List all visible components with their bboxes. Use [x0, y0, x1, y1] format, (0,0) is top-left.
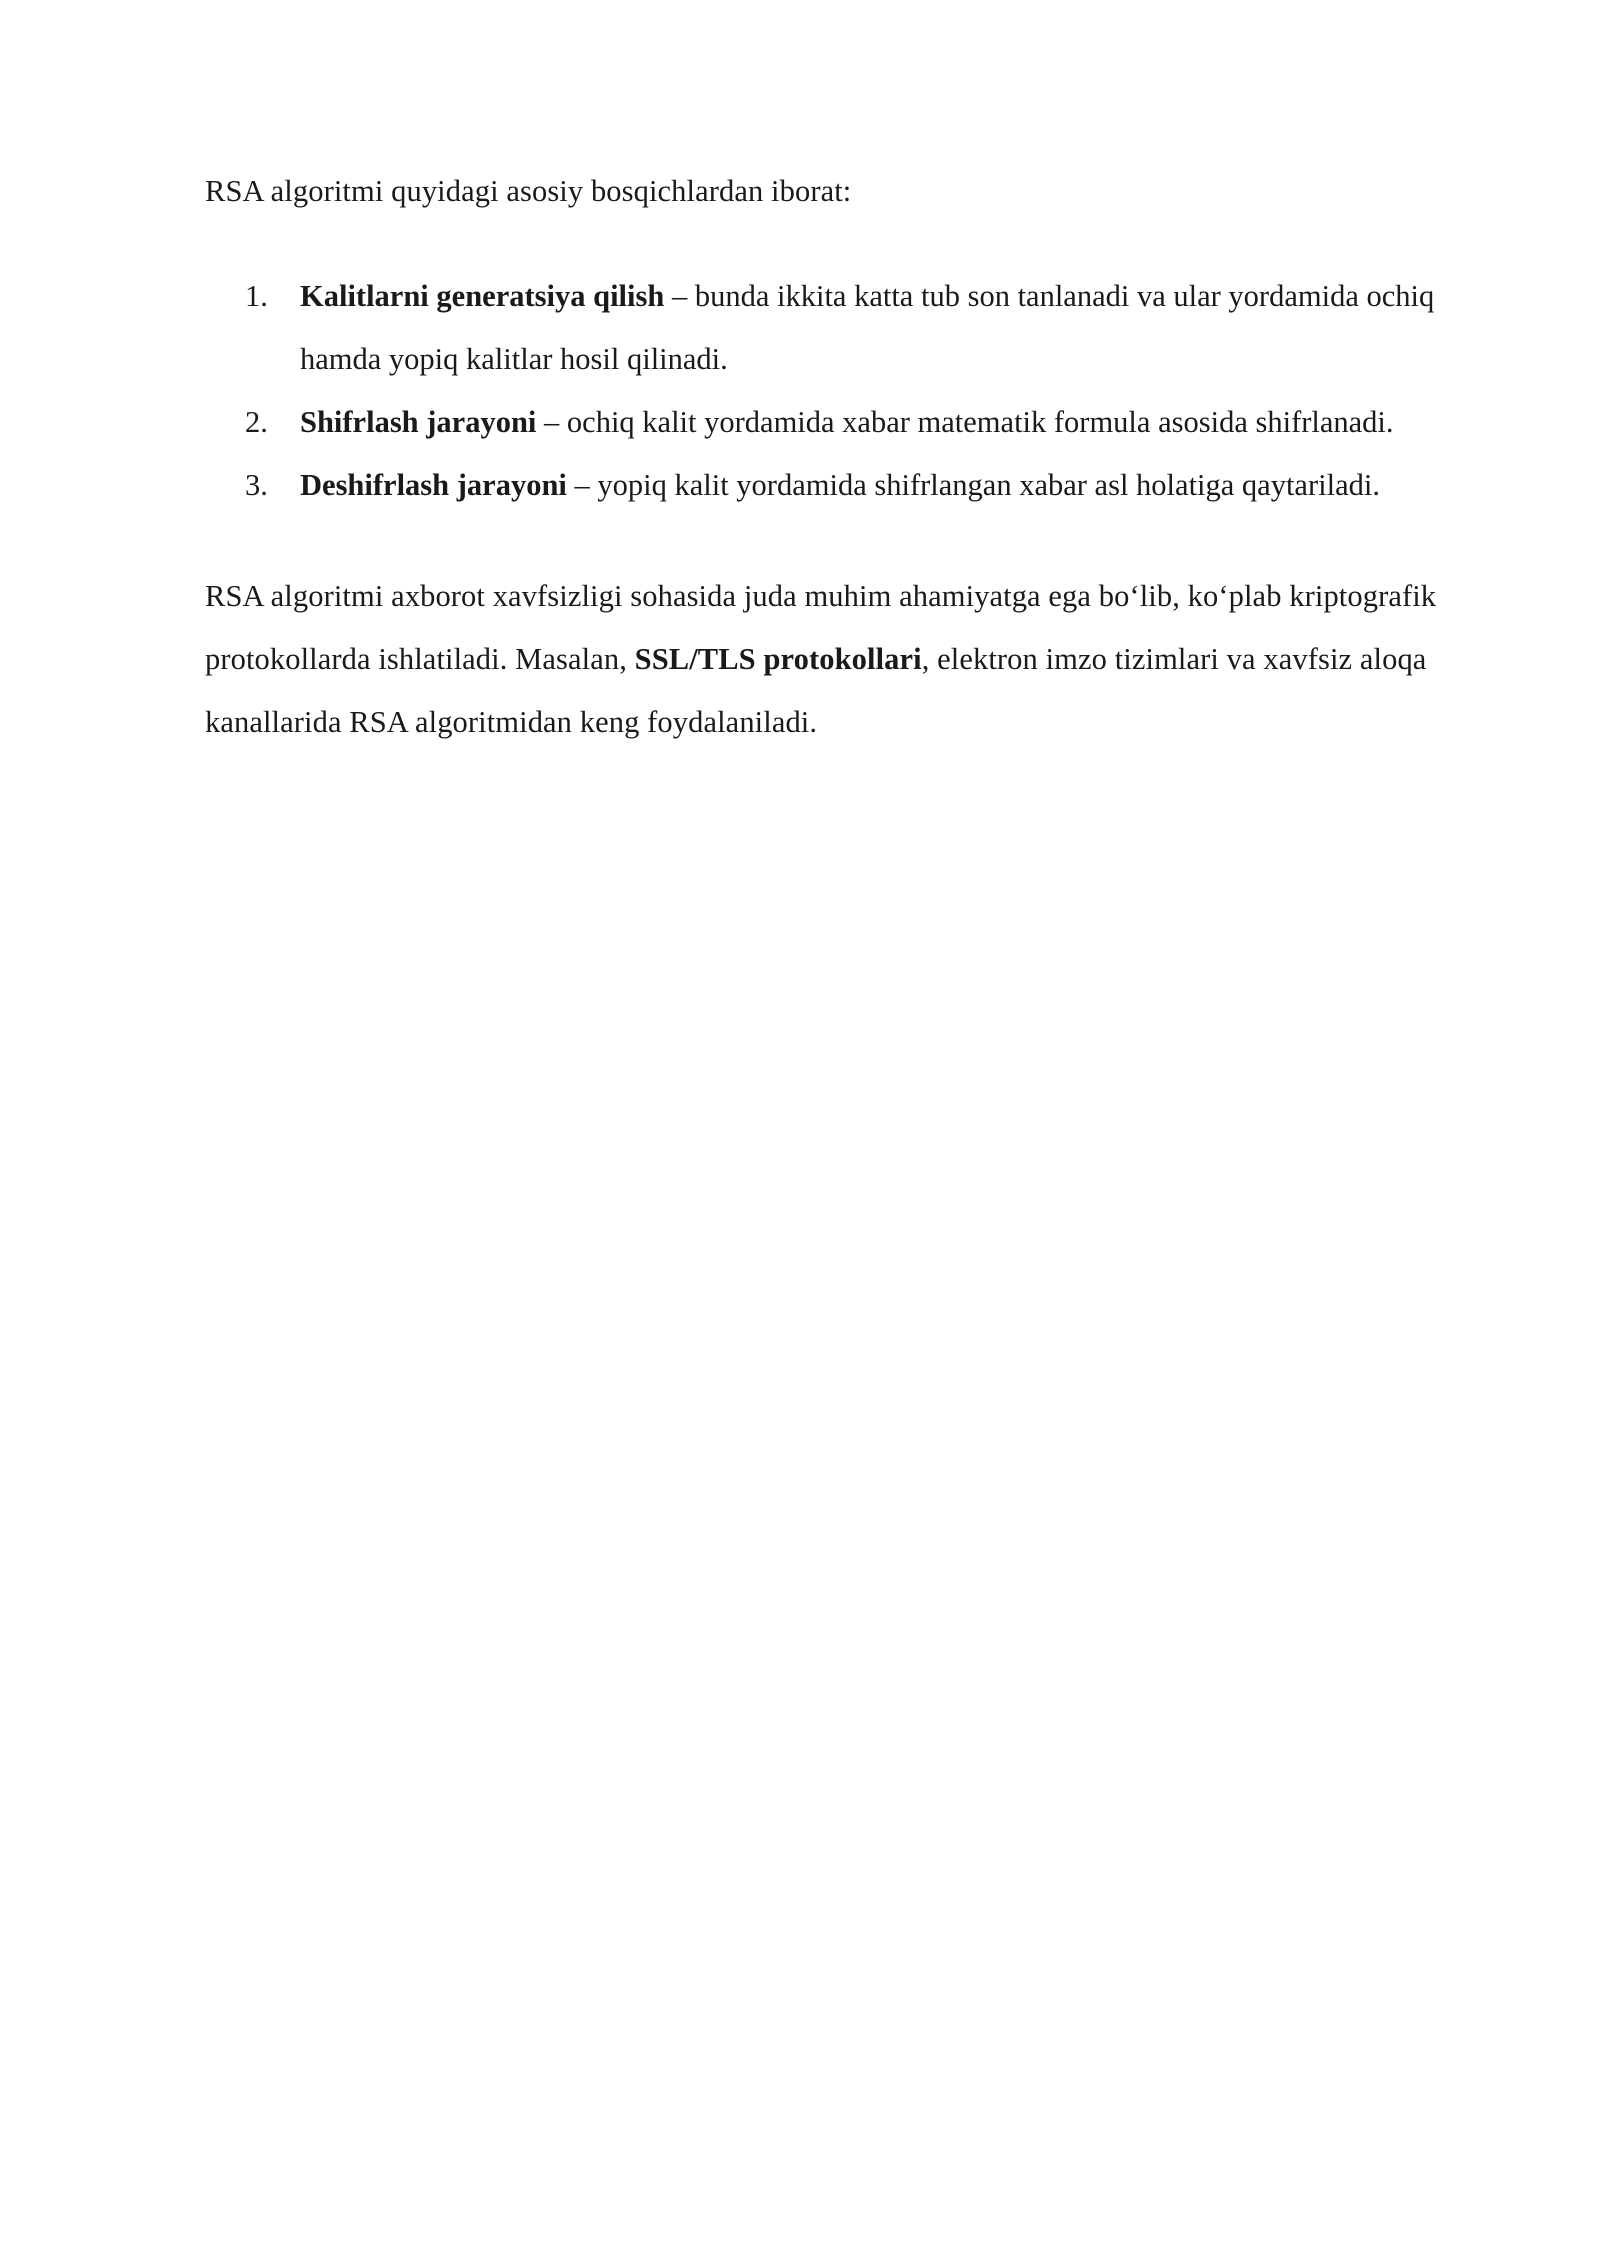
closing-paragraph [205, 565, 1450, 754]
list-item-lead: Shifrlash jarayoni [300, 405, 537, 439]
closing-paragraph-before: RSA algoritmi axborot xavfsizligi sohasida juda muhim ahamiyatga ega bo‘lib, ko‘plab kriptografik protokollarda ishlatiladi. Masalan, [205, 579, 1437, 676]
list-item-lead: Kalitlarni generatsiya qilish [300, 279, 665, 313]
list-item-marker: 2. [245, 405, 268, 439]
closing-paragraph-after: , elektron imzo tizimlari va xavfsiz aloqa kanallarida RSA algoritmidan keng foydalaniladi. [205, 642, 1427, 739]
list-item-text: – yopiq kalit yordamida shifrlangan xabar asl holatiga qaytariladi. [566, 468, 1380, 502]
closing-paragraph-emphasis: SSL/TLS protokollari [634, 642, 922, 676]
steps-list [205, 265, 1450, 517]
document-body [205, 160, 1450, 754]
intro-paragraph: RSA algoritmi quyidagi asosiy bosqichlardan iborat: [205, 174, 852, 208]
list-item-text: – ochiq kalit yordamida xabar matematik formula asosida shifrlanadi. [536, 405, 1394, 439]
list-item [205, 391, 1450, 454]
list-item-text: – bunda ikkita katta tub son tanlanadi va ular yordamida ochiq hamda yopiq kalitlar hosil qilinadi. [300, 279, 1435, 376]
list-item [205, 265, 1450, 391]
list-item-marker: 1. [245, 279, 268, 313]
list-item-marker: 3. [245, 468, 268, 502]
list-item-lead: Deshifrlash jarayoni [300, 468, 567, 502]
list-item [205, 454, 1450, 517]
